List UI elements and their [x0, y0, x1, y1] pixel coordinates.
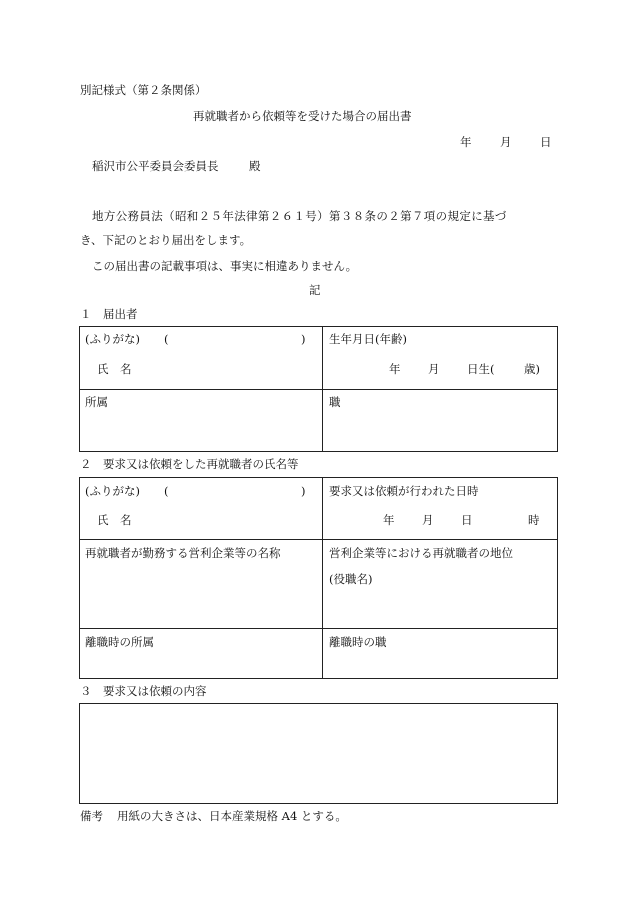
s2-furigana-open: ( [164, 484, 169, 498]
paragraph-declaration: この届出書の記載事項は、事実に相違ありません。 [92, 259, 358, 273]
date-month: 月 [500, 135, 512, 149]
s1-furigana-label: (ふりがな) [85, 332, 140, 346]
s2-name-label: 氏 名 [97, 513, 132, 527]
section2-heading: ２ 要求又は依頼をした再就職者の氏名等 [80, 457, 299, 471]
date-year: 年 [460, 135, 472, 149]
section2-row-divider-2 [79, 628, 558, 629]
document-title: 再就職者から依頼等を受けた場合の届出書 [193, 109, 412, 123]
s2-status-label: 営利企業等における再就職者の地位 [329, 546, 513, 560]
s1-affiliation-label: 所属 [85, 395, 108, 409]
s1-name-label: 氏 名 [97, 362, 132, 376]
s1-position-label: 職 [329, 395, 341, 409]
s2-dt-year: 年 [383, 513, 395, 527]
addressee: 稲沢市公平委員会委員長 [92, 159, 219, 173]
section2-divider [322, 477, 323, 679]
section2-row-divider-1 [79, 539, 558, 540]
s2-dt-day: 日 [461, 513, 473, 527]
s1-birth-label: 生年月日(年齢) [329, 332, 407, 346]
note-label: 備考 [80, 809, 103, 823]
s2-company-label: 再就職者が勤務する営利企業等の名称 [85, 546, 281, 560]
s2-furigana-label: (ふりがな) [85, 484, 140, 498]
form-label: 別記様式（第２条関係） [80, 83, 207, 97]
s2-status-sub: (役職名) [329, 572, 373, 586]
section1-heading: １ 届出者 [80, 307, 138, 321]
s1-furigana-close: ) [301, 332, 306, 346]
s2-furigana-close: ) [301, 484, 306, 498]
s1-birth-month: 月 [428, 362, 440, 376]
honorific: 殿 [249, 159, 261, 173]
date-day: 日 [540, 135, 552, 149]
s2-datetime-label: 要求又は依頼が行われた日時 [329, 484, 479, 498]
section1-row-divider [79, 389, 558, 390]
s2-former-affiliation-label: 離職時の所属 [85, 635, 154, 649]
paragraph-line-1: 地方公務員法（昭和２５年法律第２６１号）第３８条の２第７項の規定に基づ [92, 209, 507, 223]
s1-birth-age: 歳) [524, 362, 540, 376]
s2-dt-hour: 時 [528, 513, 540, 527]
s1-furigana-open: ( [164, 332, 169, 346]
note-text: 用紙の大きさは、日本産業規格 A4 とする。 [117, 809, 347, 823]
s1-birth-year: 年 [389, 362, 401, 376]
section3-content-box [79, 703, 558, 804]
paragraph-line-2: き、下記のとおり届出をします。 [80, 233, 252, 247]
s2-former-position-label: 離職時の職 [329, 635, 387, 649]
s1-birth-day: 日生( [467, 362, 495, 376]
s2-dt-month: 月 [422, 513, 434, 527]
section3-heading: ３ 要求又は依頼の内容 [80, 684, 207, 698]
ki-marker: 記 [309, 283, 321, 297]
